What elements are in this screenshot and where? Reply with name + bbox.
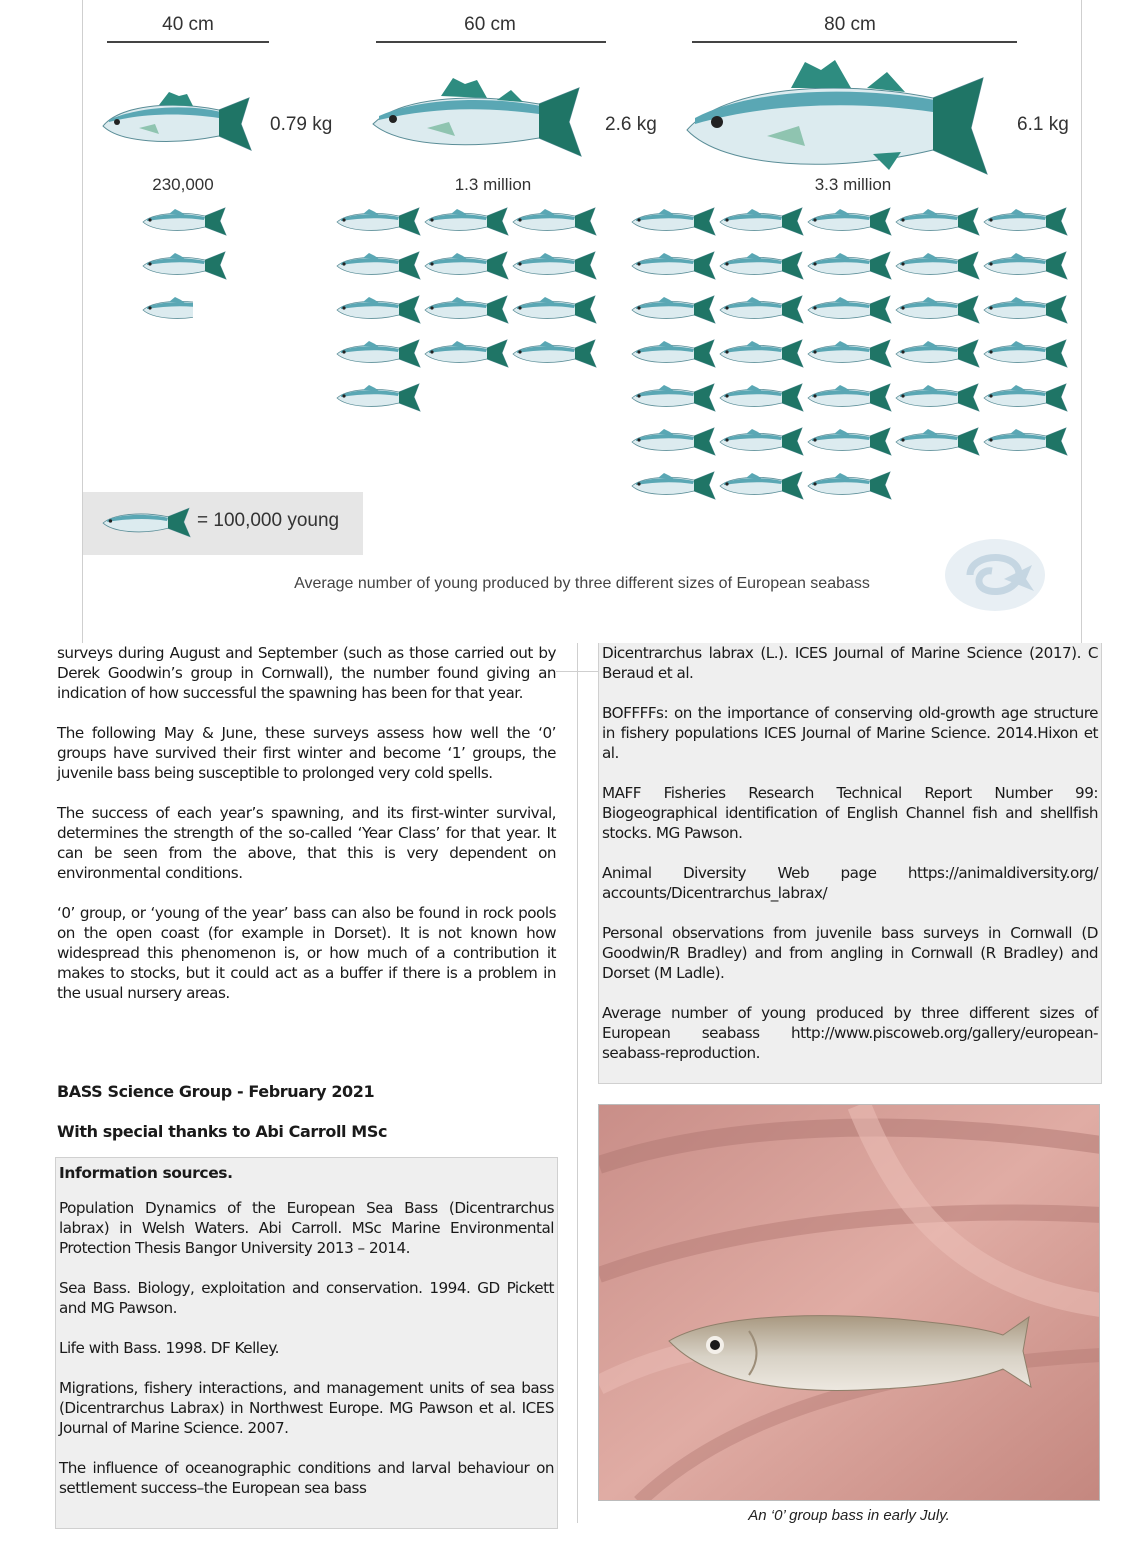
young-fish-icon <box>806 293 892 325</box>
small-fish-icon <box>718 337 804 369</box>
small-fish-icon <box>806 469 892 501</box>
young-fish-icon <box>335 205 421 237</box>
young-fish-icon <box>982 293 1068 325</box>
reference-item: Personal observations from juvenile bass surveys in Cornwall (D Goodwin/R Bradley) and from angling in Cornwall (R Bradley) and Dorset (M Ladle). <box>602 924 1098 982</box>
figure-caption: Average number of young produced by three different sizes of European seabass <box>294 575 870 592</box>
divider-line <box>556 671 598 672</box>
young-fish-icon <box>806 249 892 281</box>
small-fish-icon <box>982 249 1068 281</box>
young-fish-icon <box>630 249 716 281</box>
small-fish-icon <box>630 381 716 413</box>
small-fish-icon <box>982 293 1068 325</box>
young-fish-icon <box>141 293 227 325</box>
reference-item: Animal Diversity Web page https://animaldiversity.org/ accounts/Dicentrarchus_labrax/ <box>602 864 1098 902</box>
young-fish-icon <box>982 425 1068 457</box>
young-fish-icon <box>141 205 227 237</box>
weight-label-60: 2.6 kg <box>605 114 657 135</box>
young-fish-icon <box>141 249 227 281</box>
small-fish-icon <box>335 337 421 369</box>
young-fish-icon <box>335 249 421 281</box>
reference-item: BOFFFFs: on the importance of conserving old-growth age structure in fishery populations ICES Journal of Marine Science. 2014.Hixon et al. <box>602 704 1098 762</box>
information-sources-heading: Information sources. <box>59 1164 233 1182</box>
small-fish-icon <box>894 425 980 457</box>
small-fish-icon <box>806 293 892 325</box>
photo-illustration <box>599 1105 1100 1501</box>
young-fish-icon <box>511 249 597 281</box>
juvenile-bass-photo <box>598 1104 1100 1501</box>
young-fish-icon <box>806 205 892 237</box>
reference-item: Dicentrarchus labrax (L.). ICES Journal of Marine Science (2017). C Beraud et al. <box>602 644 1098 682</box>
watermark-logo <box>940 535 1050 615</box>
small-fish-icon <box>630 293 716 325</box>
small-fish-icon <box>718 293 804 325</box>
acknowledgement: With special thanks to Abi Carroll MSc <box>57 1122 388 1141</box>
young-count-60: 1.3 million <box>454 175 532 194</box>
young-fish-icon <box>806 381 892 413</box>
fish-80cm-illustration <box>683 58 1023 188</box>
size-label-60: 60 cm <box>464 14 516 35</box>
small-fish-icon <box>894 337 980 369</box>
young-fish-icon <box>423 249 509 281</box>
young-fish-icon <box>982 249 1068 281</box>
body-paragraph: The following May & June, these surveys assess how well the ‘0’ groups have survived their first winter and become ‘1’ groups, the juvenile bass being susceptible to prolonged very cold spells. <box>57 724 556 782</box>
reference-item: Life with Bass. 1998. DF Kelley. <box>59 1339 279 1357</box>
young-fish-icon <box>423 205 509 237</box>
size-label-80: 80 cm <box>824 14 876 35</box>
young-fish-icon <box>982 381 1068 413</box>
young-fish-icon <box>630 205 716 237</box>
small-fish-icon <box>718 425 804 457</box>
small-fish-icon <box>423 205 509 237</box>
young-fish-icon <box>718 381 804 413</box>
small-fish-icon <box>511 249 597 281</box>
photo-caption: An ‘0’ group bass in early July. <box>748 1507 950 1524</box>
small-fish-icon <box>982 205 1068 237</box>
young-fish-icon <box>894 337 980 369</box>
young-fish-icon <box>335 381 421 413</box>
reference-item: Average number of young produced by three different sizes of European seabass http://www.piscoweb.org/gallery/european-seabass-reproduction. <box>602 1004 1098 1062</box>
small-fish-icon <box>335 381 421 413</box>
young-fish-icon <box>630 293 716 325</box>
size-rule-60 <box>376 41 606 43</box>
weight-label-80: 6.1 kg <box>1017 114 1069 135</box>
small-fish-icon <box>982 337 1068 369</box>
seabass-infographic <box>82 0 1082 643</box>
young-fish-icon <box>718 425 804 457</box>
body-paragraph: ‘0’ group, or ‘young of the year’ bass can also be found in rock pools on the open coast (for example in Dorset). It is not known how widespread this phenomenon is, or how much of a contribution it makes to stocks, but it could act as a buffer if there is a problem in the usual nursery areas. <box>57 904 556 1002</box>
small-fish-icon <box>511 293 597 325</box>
young-fish-icon <box>718 337 804 369</box>
small-fish-icon <box>630 249 716 281</box>
young-fish-icon <box>335 337 421 369</box>
young-fish-icon <box>806 469 892 501</box>
article-body <box>57 643 556 1023</box>
small-fish-icon <box>894 293 980 325</box>
small-fish-icon <box>335 293 421 325</box>
small-fish-icon <box>894 381 980 413</box>
young-fish-icon <box>423 337 509 369</box>
fish-40cm-illustration <box>99 88 271 158</box>
small-fish-icon <box>335 205 421 237</box>
reference-item: Population Dynamics of the European Sea Bass (Dicentrarchus labrax) in Welsh Waters. Abi Carroll. MSc Marine Environmental Protection Thesis Bangor University 2013 – 2014. <box>59 1199 554 1257</box>
young-fish-icon <box>630 337 716 369</box>
young-fish-icon <box>630 469 716 501</box>
fish-60cm-illustration <box>369 76 609 162</box>
reference-item: Sea Bass. Biology, exploitation and conservation. 1994. GD Pickett and MG Pawson. <box>59 1279 554 1317</box>
young-fish-icon <box>806 425 892 457</box>
young-fish-icon <box>718 249 804 281</box>
young-fish-icon <box>894 205 980 237</box>
small-fish-icon <box>806 425 892 457</box>
small-fish-icon <box>718 381 804 413</box>
young-fish-icon <box>511 337 597 369</box>
small-fish-icon <box>806 337 892 369</box>
small-fish-icon <box>423 337 509 369</box>
small-fish-icon <box>806 381 892 413</box>
byline: BASS Science Group - February 2021 <box>57 1082 375 1101</box>
young-fish-icon <box>718 205 804 237</box>
young-count-80: 3.3 million <box>814 175 892 194</box>
size-rule-80 <box>692 41 1017 43</box>
small-fish-icon <box>423 293 509 325</box>
young-fish-icon <box>982 337 1068 369</box>
body-paragraph: The success of each year’s spawning, and its first-winter survival, determines the strength of the so-called ‘Year Class’ for that year. It can be seen from the above, that this is very dependent on environmental conditions. <box>57 804 556 882</box>
column-divider <box>577 643 578 1523</box>
young-fish-icon <box>894 249 980 281</box>
young-fish-icon <box>894 293 980 325</box>
small-fish-icon <box>630 425 716 457</box>
young-fish-icon <box>982 205 1068 237</box>
small-fish-icon <box>630 469 716 501</box>
reference-item: The influence of oceanographic conditions and larval behaviour on settlement success–the European sea bass <box>59 1459 554 1497</box>
small-fish-icon <box>806 249 892 281</box>
small-fish-icon <box>511 205 597 237</box>
weight-label-40: 0.79 kg <box>270 114 333 135</box>
young-fish-icon <box>630 381 716 413</box>
reference-item: Migrations, fishery interactions, and management units of sea bass (Dicentrarchus Labrax) in Northwest Europe. MG Pawson et al. ICES Journal of Marine Science. 2007. <box>59 1379 554 1437</box>
size-label-40: 40 cm <box>162 14 214 35</box>
small-fish-icon <box>335 249 421 281</box>
small-fish-icon <box>894 205 980 237</box>
small-fish-icon <box>718 469 804 501</box>
young-fish-icon <box>894 381 980 413</box>
young-fish-icon <box>511 293 597 325</box>
small-fish-icon <box>718 249 804 281</box>
legend-text: = 100,000 young <box>197 510 340 531</box>
small-fish-icon <box>141 293 193 325</box>
small-fish-icon <box>894 249 980 281</box>
small-fish-icon <box>423 249 509 281</box>
small-fish-icon <box>630 205 716 237</box>
reference-item: MAFF Fisheries Research Technical Report Number 99: Biogeographical identification of English Channel fish and shellfish stocks. MG Pawson. <box>602 784 1098 842</box>
young-fish-icon <box>718 293 804 325</box>
young-fish-icon <box>423 293 509 325</box>
small-fish-icon <box>630 337 716 369</box>
legend-box <box>83 492 363 555</box>
young-fish-icon <box>511 205 597 237</box>
information-sources-box <box>55 1157 558 1529</box>
young-fish-icon <box>718 469 804 501</box>
small-fish-icon <box>982 381 1068 413</box>
small-fish-icon <box>141 249 227 281</box>
small-fish-icon <box>141 205 227 237</box>
young-fish-icon <box>806 337 892 369</box>
small-fish-icon <box>982 425 1068 457</box>
young-fish-icon <box>335 293 421 325</box>
small-fish-icon <box>101 505 191 539</box>
small-fish-icon <box>511 337 597 369</box>
size-rule-40 <box>107 41 269 43</box>
small-fish-icon <box>806 205 892 237</box>
small-fish-icon <box>718 205 804 237</box>
body-paragraph: surveys during August and September (such as those carried out by Derek Goodwin’s group in Cornwall), the number found giving an indication of how successful the spawning has been for that year. <box>57 644 556 702</box>
young-fish-icon <box>894 425 980 457</box>
young-count-40: 230,000 <box>152 175 214 194</box>
young-fish-icon <box>630 425 716 457</box>
information-sources-continued <box>598 643 1102 1084</box>
